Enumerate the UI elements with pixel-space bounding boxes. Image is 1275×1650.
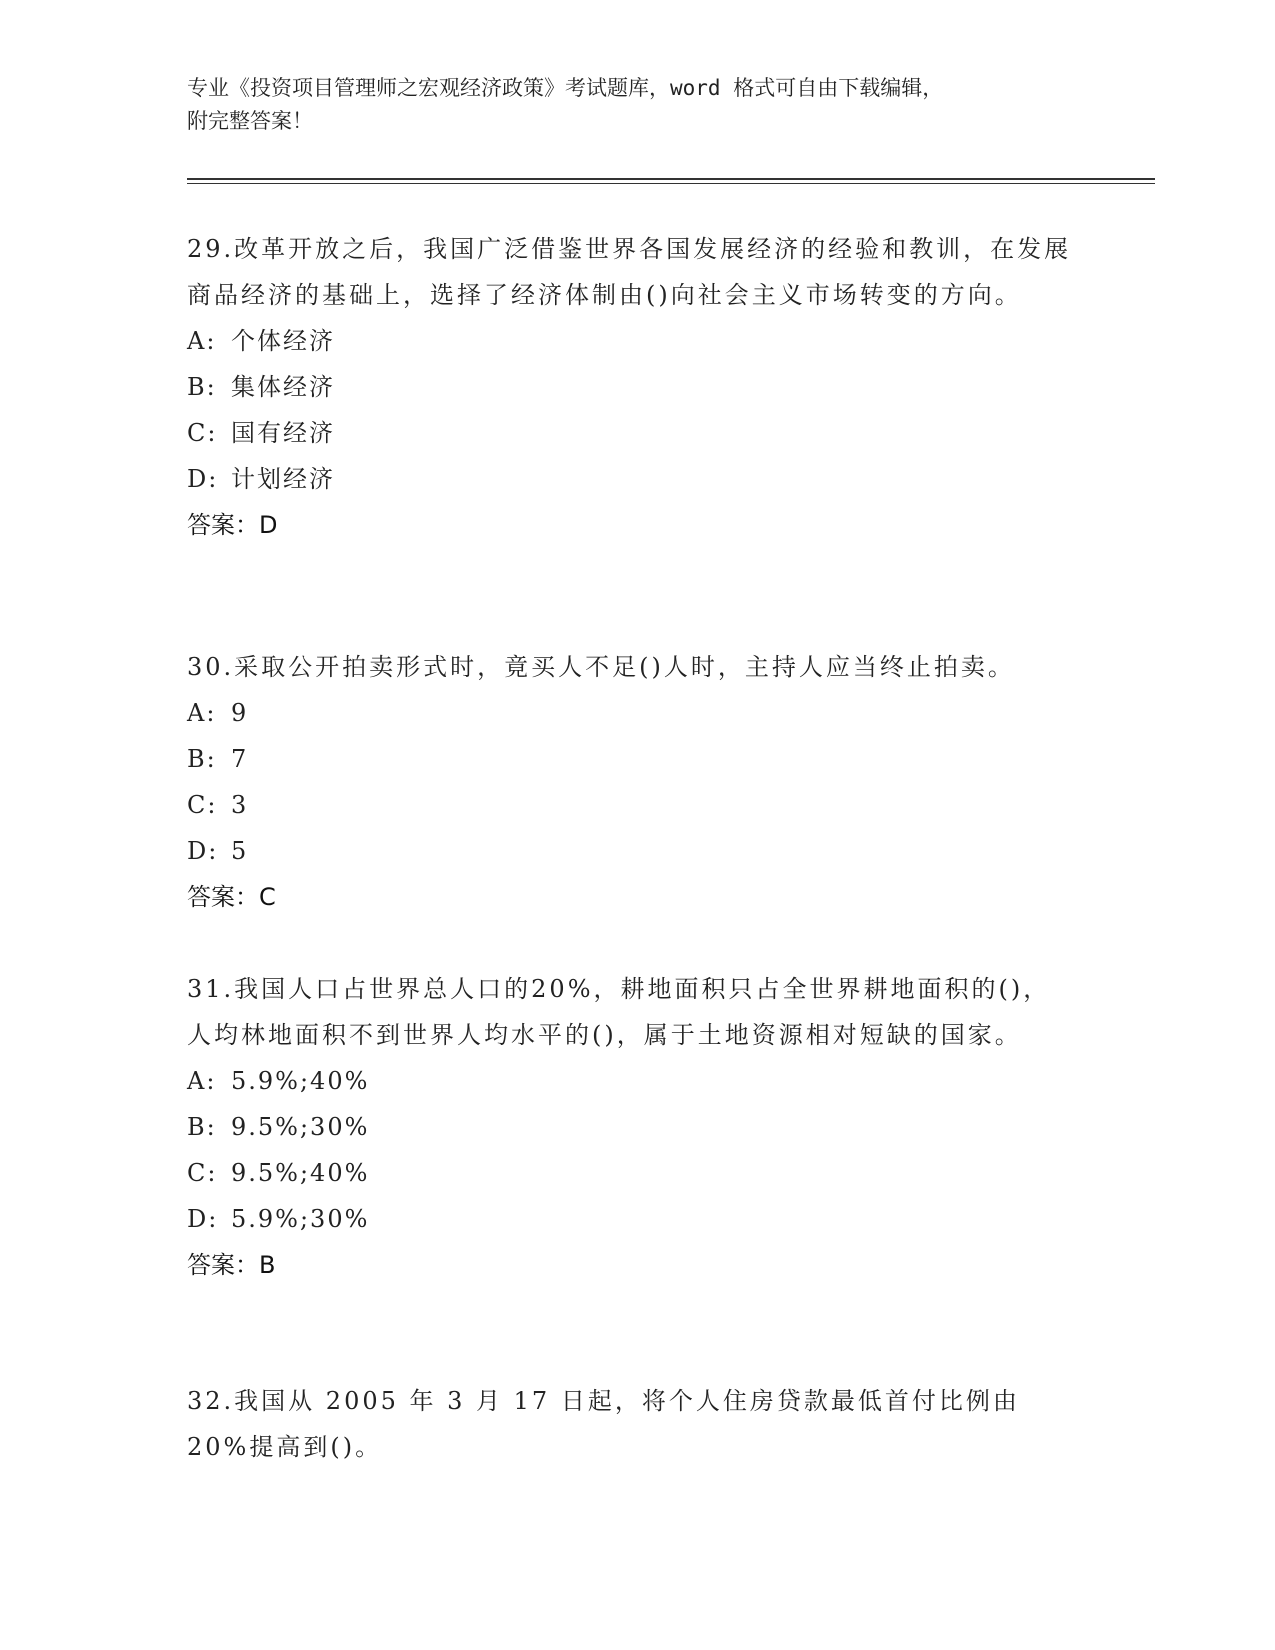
option-text: 国有经济 [231, 419, 335, 447]
option-letter: A: [187, 327, 217, 355]
question-text: 32.我国从 2005 年 3 月 17 日起，将个人住房贷款最低首付比例由 20%提高到()。 [187, 1387, 1020, 1461]
option-letter: D: [187, 465, 219, 493]
question-text: 30.采取公开拍卖形式时，竟买人不足()人时，主持人应当终止拍卖。 [187, 653, 1015, 681]
option-b [187, 364, 1077, 410]
option-letter: A: [187, 699, 217, 727]
options-list [187, 1058, 1077, 1242]
question-text: 29.改革开放之后，我国广泛借鉴世界各国发展经济的经验和教训，在发展商品经济的基础上，选择了经济体制由()向社会主义市场转变的方向。 [187, 235, 1072, 309]
options-list [187, 318, 1077, 502]
header-line-2: 附完整答案！ [187, 109, 313, 133]
header-divider-thin [187, 183, 1155, 184]
option-letter: B: [187, 373, 217, 401]
option-a [187, 1058, 1077, 1104]
option-text: 5 [231, 837, 249, 865]
option-c [187, 782, 1077, 828]
option-c [187, 1150, 1077, 1196]
options-list [187, 690, 1077, 874]
option-a [187, 690, 1077, 736]
option-d [187, 456, 1077, 502]
option-letter: B: [187, 1113, 217, 1141]
option-text: 9 [231, 699, 249, 727]
document-header [187, 72, 1087, 138]
option-letter: D: [187, 1205, 219, 1233]
option-text: 7 [231, 745, 249, 773]
option-letter: D: [187, 837, 219, 865]
option-b [187, 736, 1077, 782]
option-text: 计划经济 [231, 465, 335, 493]
option-a [187, 318, 1077, 364]
answer: 答案：C [187, 883, 276, 911]
option-text: 9.5%;40% [231, 1159, 370, 1187]
answer: 答案：D [187, 511, 278, 539]
option-text: 3 [231, 791, 249, 819]
option-d [187, 1196, 1077, 1242]
option-text: 5.9%;40% [231, 1067, 370, 1095]
question-32 [187, 1378, 1077, 1470]
question-30 [187, 644, 1077, 920]
option-text: 5.9%;30% [231, 1205, 370, 1233]
option-letter: C: [187, 791, 218, 819]
option-text: 集体经济 [231, 373, 335, 401]
option-c [187, 410, 1077, 456]
answer: 答案：B [187, 1251, 276, 1279]
question-31 [187, 966, 1077, 1288]
question-text: 31.我国人口占世界总人口的20%，耕地面积只占全世界耕地面积的()，人均林地面积不到世界人均水平的()，属于土地资源相对短缺的国家。 [187, 975, 1051, 1049]
option-letter: A: [187, 1067, 217, 1095]
option-b [187, 1104, 1077, 1150]
option-letter: C: [187, 419, 218, 447]
option-letter: C: [187, 1159, 218, 1187]
option-d [187, 828, 1077, 874]
question-29 [187, 226, 1077, 548]
option-letter: B: [187, 745, 217, 773]
header-divider-thick [187, 178, 1155, 180]
option-text: 个体经济 [231, 327, 335, 355]
header-line-1: 专业《投资项目管理师之宏观经济政策》考试题库，word 格式可自由下载编辑， [187, 76, 944, 100]
option-text: 9.5%;30% [231, 1113, 370, 1141]
